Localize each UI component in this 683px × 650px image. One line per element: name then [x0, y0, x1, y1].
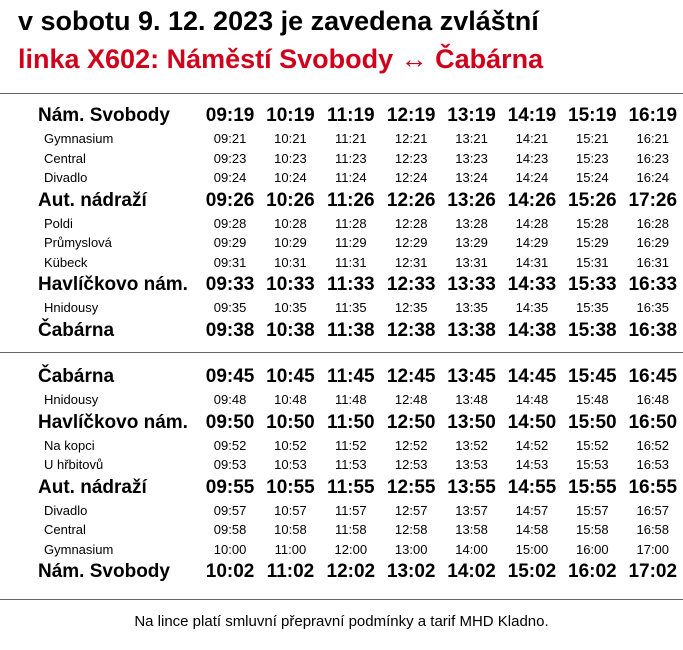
stop-name: Divadlo — [44, 170, 88, 186]
stop-name: Gymnasium — [44, 131, 114, 147]
stop-row — [0, 149, 683, 169]
departure-time: 09:55 — [205, 476, 255, 498]
departure-time: 14:24 — [515, 170, 549, 186]
departure-time: 14:02 — [447, 561, 496, 582]
departure-time: 10:48 — [274, 392, 307, 408]
departure-time: 13:48 — [455, 392, 488, 408]
departure-time: 12:19 — [386, 105, 436, 126]
departure-time: 16:31 — [636, 254, 670, 270]
departure-time: 10:00 — [213, 541, 247, 557]
departure-time: 10:53 — [274, 457, 307, 473]
departure-time: 15:57 — [576, 502, 609, 518]
departure-time: 12:24 — [394, 170, 428, 186]
departure-time: 10:38 — [266, 319, 315, 341]
departure-time: 10:28 — [274, 215, 307, 231]
departure-time: 11:50 — [327, 411, 375, 433]
departure-time: 14:19 — [507, 105, 557, 126]
departure-time: 14:50 — [507, 411, 557, 433]
departure-time: 15:33 — [568, 274, 617, 295]
departure-time: 14:57 — [515, 502, 549, 518]
stop-row — [0, 233, 683, 253]
departure-time: 15:19 — [568, 105, 617, 126]
departure-time: 11:52 — [335, 437, 367, 453]
departure-time: 10:55 — [266, 476, 315, 498]
departure-time: 12:00 — [334, 541, 368, 557]
departure-time: 16:55 — [628, 476, 678, 498]
departure-time: 13:19 — [447, 105, 496, 126]
departure-time: 10:50 — [266, 411, 315, 433]
bottom-divider — [0, 599, 683, 600]
departure-time: 16:02 — [568, 561, 617, 582]
stop-row — [0, 520, 683, 540]
departure-time: 12:29 — [394, 235, 428, 251]
departure-time: 13:33 — [447, 274, 496, 295]
stop-name: Průmyslová — [44, 235, 112, 251]
departure-time: 09:33 — [205, 274, 255, 295]
stop-name: Kübeck — [44, 254, 88, 270]
main-stop-row — [0, 318, 683, 344]
departure-time: 16:58 — [636, 522, 670, 538]
stop-name: Havlíčkovo nám. — [38, 411, 188, 433]
departure-time: 13:24 — [455, 170, 488, 186]
stop-name: Nám. Svobody — [38, 561, 170, 582]
departure-time: 10:24 — [274, 170, 307, 186]
departure-time: 10:21 — [274, 131, 307, 147]
departure-time: 16:19 — [628, 105, 678, 126]
departure-time: 16:35 — [636, 300, 670, 316]
departure-time: 11:19 — [327, 105, 375, 126]
departure-time: 13:00 — [394, 541, 428, 557]
departure-time: 09:31 — [213, 254, 247, 270]
stop-name: Čabárna — [38, 319, 115, 341]
departure-time: 11:23 — [335, 150, 367, 166]
departure-time: 14:00 — [455, 541, 488, 557]
departure-time: 13:53 — [455, 457, 488, 473]
departure-time: 09:58 — [213, 522, 247, 538]
departure-time: 11:21 — [335, 131, 367, 147]
stop-name: Aut. nádraží — [38, 476, 147, 498]
departure-time: 16:45 — [628, 366, 678, 387]
main-stop-row — [0, 103, 683, 129]
departure-time: 14:38 — [507, 319, 557, 341]
stop-name: Divadlo — [44, 502, 88, 518]
departure-time: 12:53 — [394, 457, 428, 473]
departure-time: 10:57 — [274, 502, 307, 518]
departure-time: 12:57 — [394, 502, 428, 518]
departure-time: 12:45 — [386, 366, 436, 387]
departure-time: 10:52 — [274, 437, 307, 453]
departure-time: 11:33 — [327, 274, 375, 295]
departure-time: 10:58 — [274, 522, 307, 538]
departure-time: 17:26 — [628, 189, 678, 211]
departure-time: 12:48 — [394, 392, 428, 408]
departure-time: 16:00 — [576, 541, 609, 557]
departure-time: 12:38 — [386, 319, 436, 341]
main-stop-row — [0, 364, 683, 390]
departure-time: 09:26 — [205, 189, 255, 211]
departure-time: 15:28 — [576, 215, 609, 231]
stop-name: Hnidousy — [44, 300, 99, 316]
stop-row — [0, 129, 683, 149]
departure-time: 15:55 — [568, 476, 617, 498]
stop-name: Havlíčkovo nám. — [38, 274, 188, 295]
departure-time: 15:21 — [576, 131, 609, 147]
departure-time: 09:29 — [213, 235, 247, 251]
timetable-title-line2: linka X602: Náměstí Svobody ↔ Čabárna — [18, 44, 544, 74]
timetable-title-line1: v sobotu 9. 12. 2023 je zavedena zvláštní — [18, 6, 539, 36]
departure-time: 14:21 — [515, 131, 549, 147]
departure-time: 10:02 — [205, 561, 255, 582]
stop-name: Gymnasium — [44, 541, 114, 557]
departure-time: 13:57 — [455, 502, 488, 518]
stop-name: Poldi — [44, 215, 73, 231]
departure-time: 15:35 — [576, 300, 609, 316]
outbound-timetable — [0, 103, 683, 344]
inbound-timetable — [0, 364, 683, 585]
departure-time: 11:31 — [335, 254, 367, 270]
main-stop-row — [0, 559, 683, 585]
departure-time: 11:28 — [335, 215, 367, 231]
departure-time: 09:57 — [213, 502, 247, 518]
departure-time: 14:23 — [515, 150, 549, 166]
stop-name: Aut. nádraží — [38, 189, 147, 211]
departure-time: 13:23 — [455, 150, 488, 166]
departure-time: 09:24 — [213, 170, 247, 186]
departure-time: 11:48 — [335, 392, 367, 408]
departure-time: 15:58 — [576, 522, 609, 538]
departure-time: 15:31 — [576, 254, 609, 270]
departure-time: 13:38 — [447, 319, 496, 341]
departure-time: 12:52 — [394, 437, 428, 453]
stop-row — [0, 540, 683, 560]
stop-name: Hnidousy — [44, 392, 99, 408]
departure-time: 14:29 — [515, 235, 549, 251]
departure-time: 10:45 — [266, 366, 315, 387]
departure-time: 16:24 — [636, 170, 670, 186]
departure-time: 16:57 — [636, 502, 670, 518]
departure-time: 15:26 — [568, 189, 617, 211]
departure-time: 10:26 — [266, 189, 315, 211]
departure-time: 14:33 — [507, 274, 557, 295]
departure-time: 11:02 — [266, 561, 315, 582]
stop-name: U hřbitovů — [44, 457, 104, 473]
departure-time: 14:53 — [515, 457, 549, 473]
departure-time: 14:48 — [515, 392, 549, 408]
departure-time: 09:35 — [213, 300, 247, 316]
departure-time: 14:26 — [507, 189, 557, 211]
stop-row — [0, 390, 683, 410]
departure-time: 10:31 — [274, 254, 307, 270]
departure-time: 10:29 — [274, 235, 307, 251]
departure-time: 13:31 — [455, 254, 488, 270]
departure-time: 10:19 — [266, 105, 315, 126]
departure-time: 16:33 — [628, 274, 678, 295]
stop-row — [0, 214, 683, 234]
footer-note: Na lince platí smluvní přepravní podmínky a tarif MHD Kladno. — [134, 613, 549, 630]
departure-time: 15:29 — [576, 235, 609, 251]
stop-row — [0, 298, 683, 318]
stop-row — [0, 501, 683, 521]
departure-time: 12:23 — [394, 150, 428, 166]
middle-divider — [0, 352, 683, 353]
departure-time: 16:21 — [636, 131, 670, 147]
departure-time: 12:58 — [394, 522, 428, 538]
departure-time: 15:48 — [576, 392, 609, 408]
stop-name: Central — [44, 522, 86, 538]
departure-time: 14:45 — [507, 366, 557, 387]
departure-time: 13:58 — [455, 522, 488, 538]
departure-time: 14:28 — [515, 215, 549, 231]
top-divider — [0, 93, 683, 94]
stop-row — [0, 455, 683, 475]
departure-time: 12:31 — [394, 254, 428, 270]
departure-time: 11:55 — [327, 476, 375, 498]
departure-time: 15:45 — [568, 366, 617, 387]
departure-time: 09:50 — [205, 411, 255, 433]
departure-time: 09:52 — [213, 437, 247, 453]
departure-time: 15:02 — [507, 561, 557, 582]
departure-time: 15:38 — [568, 319, 617, 341]
main-stop-row — [0, 272, 683, 298]
departure-time: 11:58 — [335, 522, 367, 538]
departure-time: 11:57 — [335, 502, 367, 518]
departure-time: 13:52 — [455, 437, 488, 453]
departure-time: 16:48 — [636, 392, 670, 408]
departure-time: 12:02 — [326, 561, 376, 582]
departure-time: 12:26 — [386, 189, 436, 211]
departure-time: 10:33 — [266, 274, 315, 295]
departure-time: 13:21 — [455, 131, 488, 147]
departure-time: 16:53 — [636, 457, 670, 473]
departure-time: 11:53 — [335, 457, 367, 473]
departure-time: 11:26 — [327, 189, 375, 211]
departure-time: 13:26 — [447, 189, 496, 211]
departure-time: 16:50 — [628, 411, 678, 433]
departure-time: 11:45 — [327, 366, 375, 387]
departure-time: 13:55 — [447, 476, 496, 498]
stop-name: Central — [44, 150, 86, 166]
departure-time: 11:38 — [327, 319, 375, 341]
stop-row — [0, 436, 683, 456]
departure-time: 10:23 — [274, 150, 307, 166]
departure-time: 13:35 — [455, 300, 488, 316]
departure-time: 15:53 — [576, 457, 609, 473]
departure-time: 09:38 — [205, 319, 255, 341]
departure-time: 13:45 — [447, 366, 496, 387]
departure-time: 16:29 — [636, 235, 670, 251]
departure-time: 11:24 — [335, 170, 367, 186]
stop-row — [0, 253, 683, 273]
departure-time: 09:23 — [213, 150, 247, 166]
main-stop-row — [0, 475, 683, 501]
main-stop-row — [0, 188, 683, 214]
departure-time: 09:28 — [213, 215, 247, 231]
departure-time: 13:29 — [455, 235, 488, 251]
departure-time: 11:29 — [335, 235, 367, 251]
departure-time: 14:58 — [515, 522, 549, 538]
departure-time: 17:00 — [636, 541, 670, 557]
departure-time: 09:21 — [213, 131, 247, 147]
departure-time: 12:35 — [394, 300, 428, 316]
departure-time: 15:50 — [568, 411, 617, 433]
departure-time: 11:00 — [274, 541, 307, 557]
stop-name: Na kopci — [44, 437, 95, 453]
departure-time: 13:02 — [386, 561, 436, 582]
stop-name: Čabárna — [38, 366, 115, 387]
departure-time: 13:28 — [455, 215, 488, 231]
departure-time: 16:38 — [628, 319, 678, 341]
departure-time: 15:24 — [576, 170, 609, 186]
departure-time: 14:31 — [515, 254, 549, 270]
departure-time: 12:33 — [386, 274, 436, 295]
departure-time: 09:19 — [205, 105, 255, 126]
departure-time: 14:35 — [515, 300, 549, 316]
departure-time: 11:35 — [335, 300, 367, 316]
departure-time: 15:00 — [515, 541, 549, 557]
departure-time: 10:35 — [274, 300, 307, 316]
departure-time: 12:21 — [394, 131, 428, 147]
departure-time: 09:53 — [213, 457, 247, 473]
departure-time: 09:45 — [205, 366, 255, 387]
departure-time: 14:52 — [515, 437, 549, 453]
departure-time: 09:48 — [213, 392, 247, 408]
departure-time: 17:02 — [628, 561, 678, 582]
departure-time: 16:23 — [636, 150, 670, 166]
departure-time: 12:28 — [394, 215, 428, 231]
departure-time: 16:52 — [636, 437, 670, 453]
departure-time: 15:52 — [576, 437, 609, 453]
departure-time: 14:55 — [507, 476, 557, 498]
departure-time: 13:50 — [447, 411, 496, 433]
main-stop-row — [0, 410, 683, 436]
departure-time: 12:55 — [386, 476, 436, 498]
departure-time: 15:23 — [576, 150, 609, 166]
departure-time: 12:50 — [386, 411, 436, 433]
stop-name: Nám. Svobody — [38, 105, 170, 126]
stop-row — [0, 168, 683, 188]
departure-time: 16:28 — [636, 215, 670, 231]
